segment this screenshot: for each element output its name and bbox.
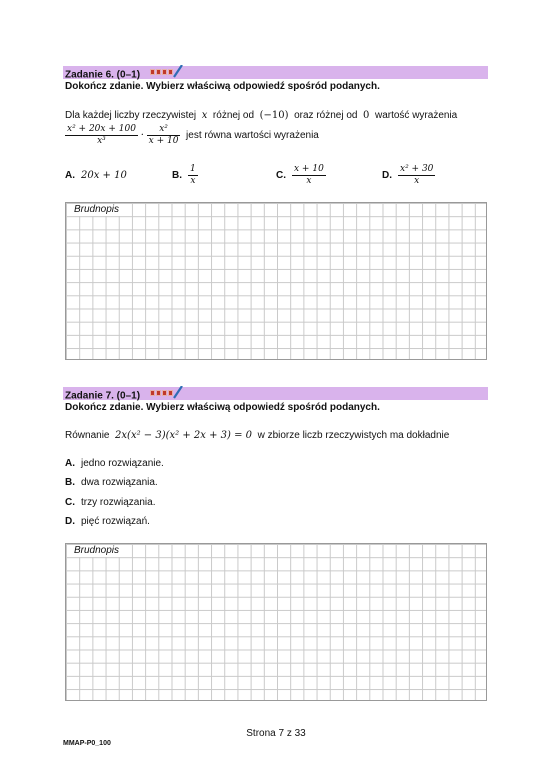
task-7-draft-area[interactable] (65, 543, 487, 701)
task-6-option-c[interactable]: C. $\frac{x + 10}{x}$ (276, 164, 324, 186)
stem-text: wartość wyrażenia (374, 110, 458, 121)
value-zero: 0 (363, 110, 370, 121)
task-7-option-c[interactable]: C. trzy rozwiązania. (65, 497, 156, 508)
stem-text: oraz różnej od (294, 110, 358, 121)
task-6-expression (65, 124, 319, 147)
task-6-draft-area[interactable] (65, 202, 487, 360)
value-minus-10: (−10) (259, 110, 289, 121)
page-number: Strona 7 z 33 (246, 728, 306, 739)
task-6-stem-line-1 (65, 110, 457, 121)
task-6-option-d[interactable]: D. $\frac{\text{x² + 30}}{x}$ (382, 164, 434, 186)
task-7-option-d[interactable]: D. pięć rozwiązań. (65, 516, 150, 527)
fraction-1: $\frac{\text{x² + 20x + 100}}{\text{x³}}$ (67, 124, 136, 146)
stem-text: Równanie (65, 430, 110, 441)
stem-text: w zbiorze liczb rzeczywistych ma dokładnie (257, 430, 450, 441)
task-6-option-a[interactable]: A. 20x + 10 (65, 170, 127, 181)
equation: 2x(x² − 3)(x² + 2x + 3) = 0 (115, 430, 252, 441)
task-7-stem (65, 430, 449, 441)
stem-text: różnej od (212, 110, 255, 121)
stem-text: jest równa wartości wyrażenia (186, 130, 319, 142)
fraction-2: $\frac{\text{x²}}{x + 10}$ (148, 124, 179, 146)
task-7-title: Zadanie 7. (0–1) (65, 390, 141, 402)
stem-text: Dla każdej liczby rzeczywistej (65, 110, 197, 121)
task-6-title: Zadanie 6. (0–1) (65, 69, 141, 81)
task-7-option-a[interactable]: A. jedno rozwiązanie. (65, 458, 164, 469)
task-6-option-b[interactable]: B. $\frac{1}{x}$ (172, 164, 196, 186)
draft-label: Brudnopis (74, 204, 120, 215)
task-7-header (63, 387, 488, 400)
draft-label: Brudnopis (74, 545, 120, 556)
task-7-instruction: Dokończ zdanie. Wybierz właściwą odpowiedź spośród podanych. (65, 402, 380, 413)
task-6-instruction: Dokończ zdanie. Wybierz właściwą odpowiedź spośród podanych. (65, 81, 380, 92)
variable-x: x (201, 110, 208, 121)
document-code: MMAP-P0_100 (63, 740, 111, 747)
task-7-option-b[interactable]: B. dwa rozwiązania. (65, 477, 158, 488)
multiply-dot: · (140, 130, 144, 142)
task-6-header (63, 66, 488, 79)
